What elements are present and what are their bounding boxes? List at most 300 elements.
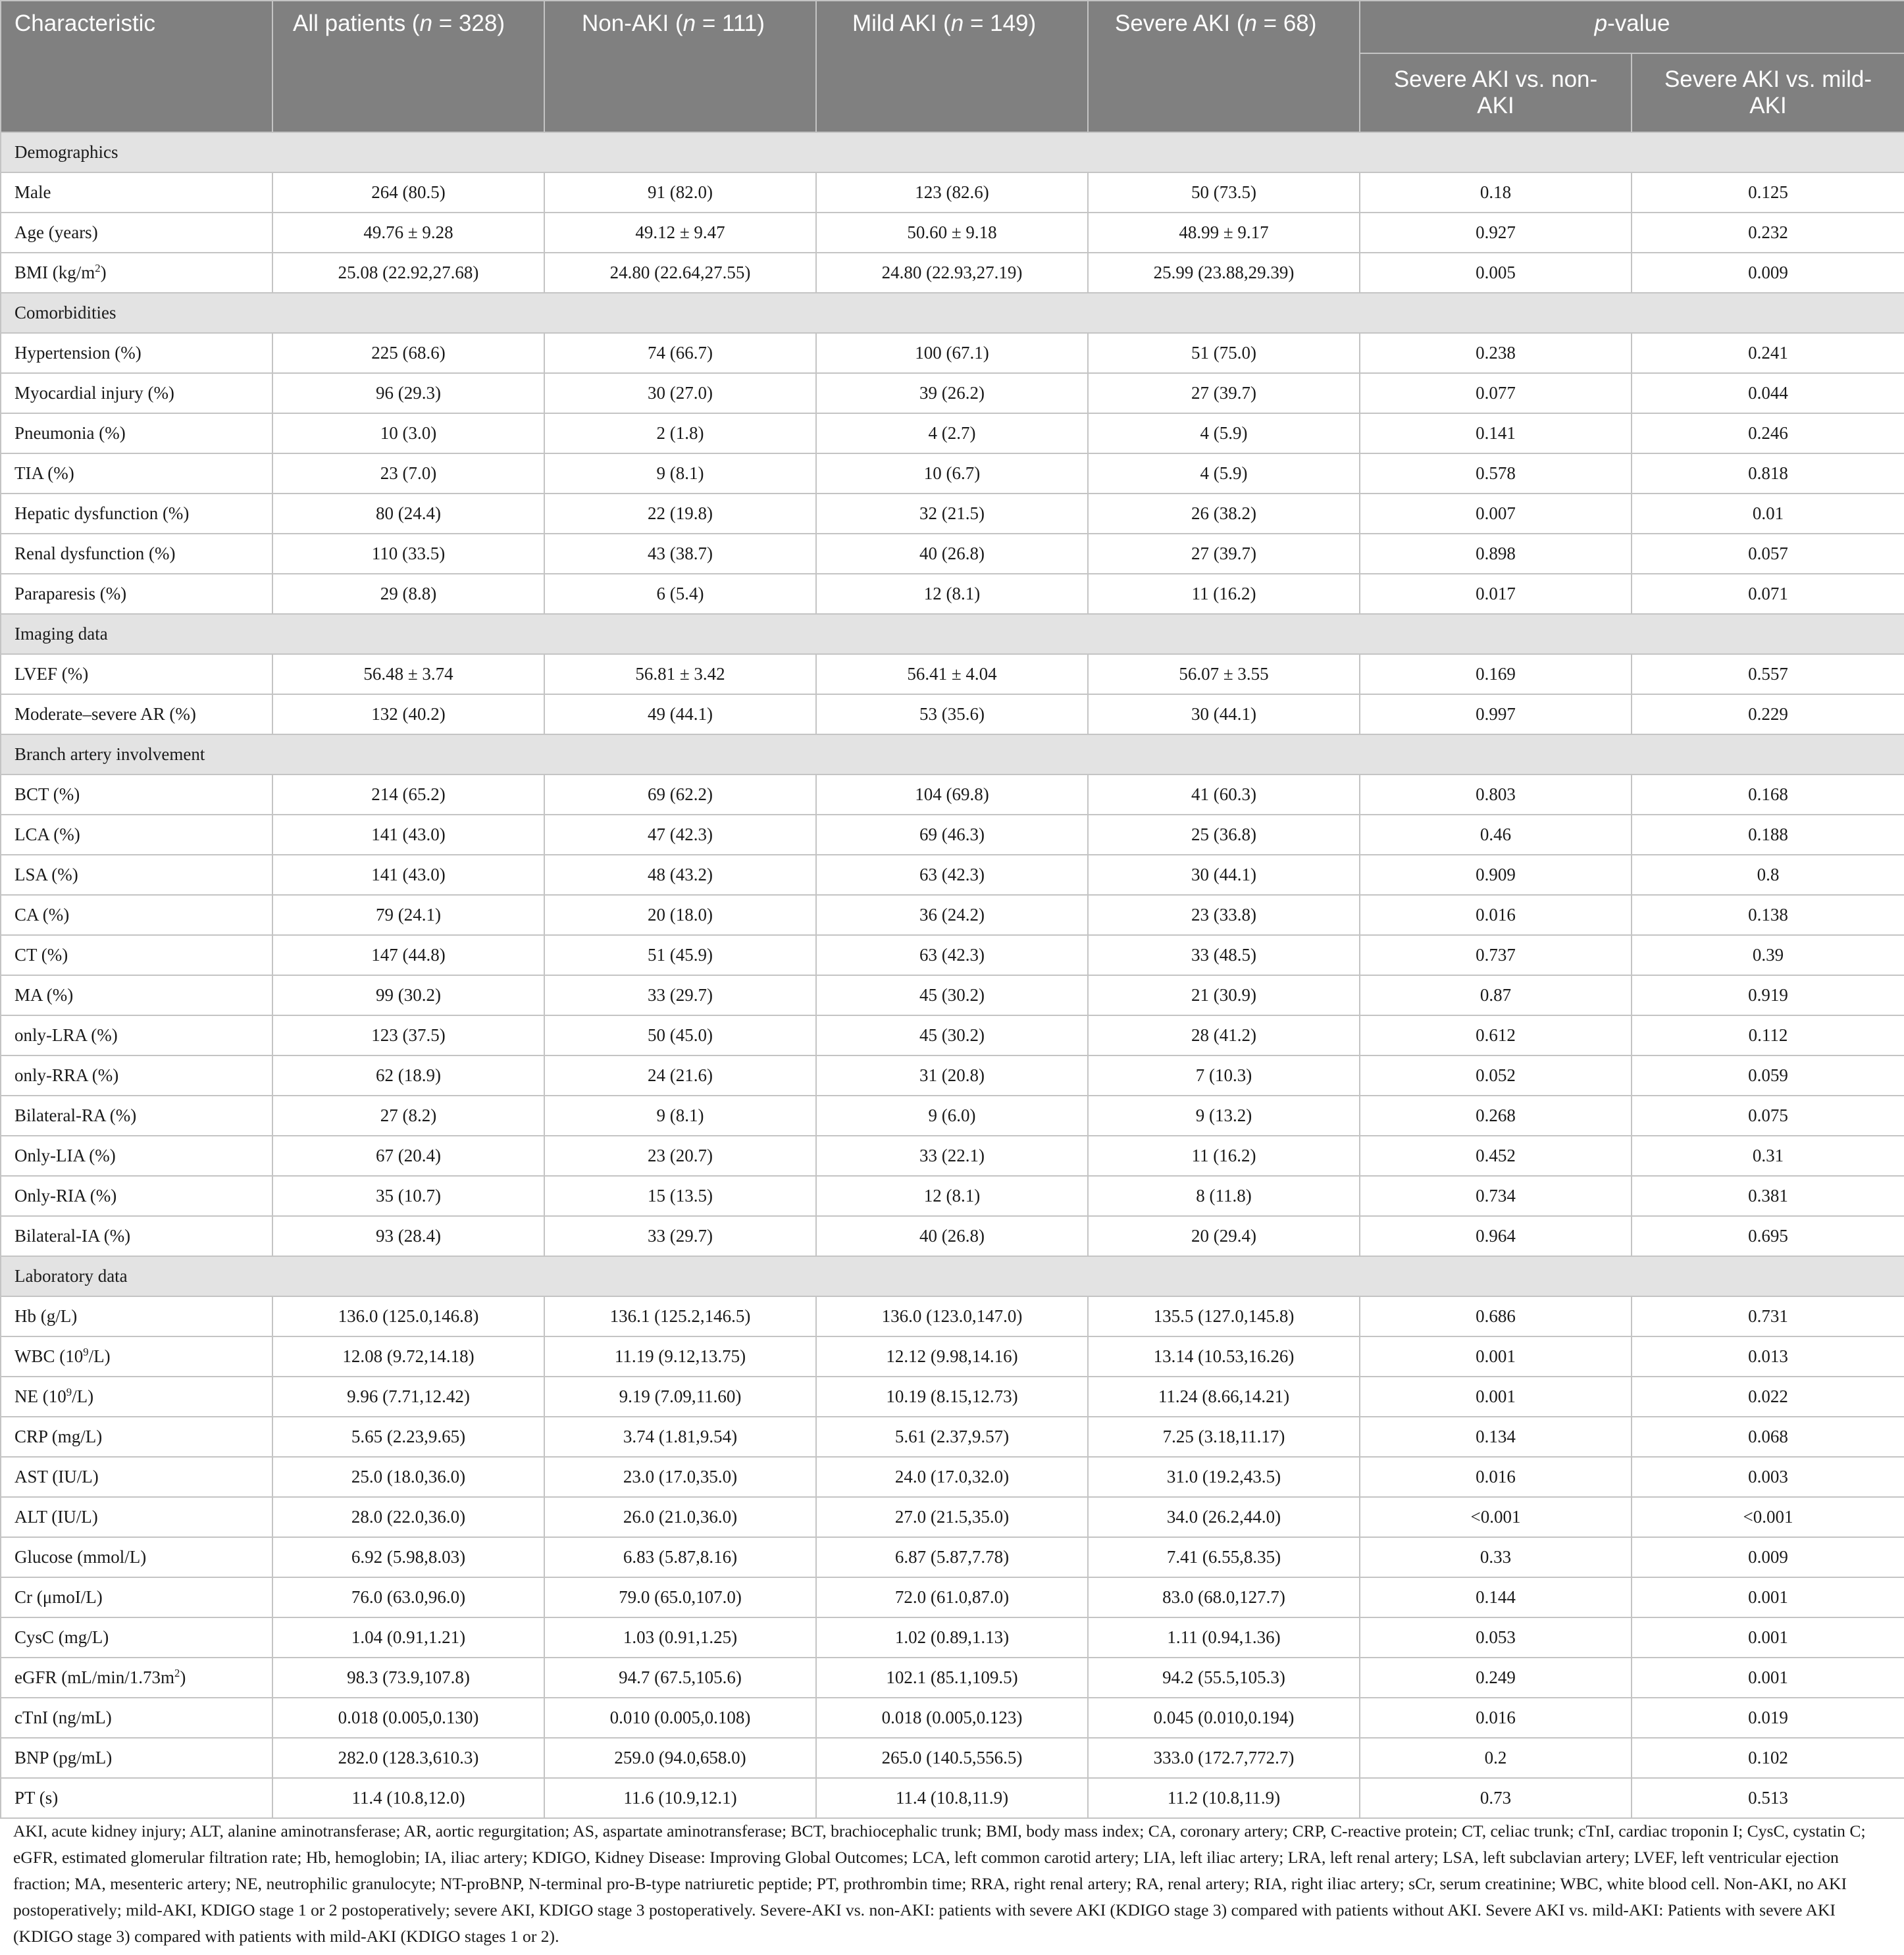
cell-severe: 9 (13.2) bbox=[1088, 1096, 1360, 1136]
cell-severe: 1.11 (0.94,1.36) bbox=[1088, 1617, 1360, 1658]
cell-p2: 0.01 bbox=[1632, 494, 1904, 534]
row-label: CysC (mg/L) bbox=[1, 1617, 272, 1658]
cell-p2: 0.071 bbox=[1632, 574, 1904, 614]
cell-severe: 26 (38.2) bbox=[1088, 494, 1360, 534]
table-row bbox=[1, 333, 1904, 373]
cell-p2: 0.044 bbox=[1632, 373, 1904, 413]
cell-p1: 0.803 bbox=[1360, 774, 1632, 815]
header-characteristic: Characteristic bbox=[1, 1, 272, 132]
table-row bbox=[1, 1296, 1904, 1336]
header-severe-aki: Severe AKI (n = 68) bbox=[1088, 1, 1360, 132]
cell-p2: 0.102 bbox=[1632, 1738, 1904, 1778]
cell-mild: 27.0 (21.5,35.0) bbox=[816, 1497, 1088, 1537]
row-label: Glucose (mmol/L) bbox=[1, 1537, 272, 1577]
cell-p1: 0.249 bbox=[1360, 1658, 1632, 1698]
cell-p2: 0.068 bbox=[1632, 1417, 1904, 1457]
cell-severe: 33 (48.5) bbox=[1088, 935, 1360, 975]
cell-p2: 0.001 bbox=[1632, 1658, 1904, 1698]
cell-p1: 0.612 bbox=[1360, 1015, 1632, 1055]
cell-all: 9.96 (7.71,12.42) bbox=[272, 1377, 544, 1417]
cell-p1: 0.141 bbox=[1360, 413, 1632, 453]
cell-all: 1.04 (0.91,1.21) bbox=[272, 1617, 544, 1658]
cell-p1: 0.578 bbox=[1360, 453, 1632, 494]
row-label: BCT (%) bbox=[1, 774, 272, 815]
cell-non: 79.0 (65.0,107.0) bbox=[544, 1577, 816, 1617]
row-label: PT (s) bbox=[1, 1778, 272, 1818]
cell-non: 2 (1.8) bbox=[544, 413, 816, 453]
cell-non: 33 (29.7) bbox=[544, 975, 816, 1015]
table-row bbox=[1, 373, 1904, 413]
cell-severe: 11 (16.2) bbox=[1088, 574, 1360, 614]
cell-all: 10 (3.0) bbox=[272, 413, 544, 453]
cell-mild: 63 (42.3) bbox=[816, 855, 1088, 895]
row-label: LCA (%) bbox=[1, 815, 272, 855]
cell-severe: 13.14 (10.53,16.26) bbox=[1088, 1336, 1360, 1377]
cell-non: 24 (21.6) bbox=[544, 1055, 816, 1096]
cell-p2: 0.31 bbox=[1632, 1136, 1904, 1176]
cell-p2: <0.001 bbox=[1632, 1497, 1904, 1537]
cell-non: 6.83 (5.87,8.16) bbox=[544, 1537, 816, 1577]
section-title: Comorbidities bbox=[1, 293, 1904, 333]
table-body bbox=[1, 132, 1904, 1818]
cell-mild: 6.87 (5.87,7.78) bbox=[816, 1537, 1088, 1577]
table-row bbox=[1, 574, 1904, 614]
table-row bbox=[1, 1457, 1904, 1497]
cell-severe: 20 (29.4) bbox=[1088, 1216, 1360, 1256]
cell-mild: 32 (21.5) bbox=[816, 494, 1088, 534]
row-label: BNP (pg/mL) bbox=[1, 1738, 272, 1778]
table-row bbox=[1, 213, 1904, 253]
header-severe-vs-non-aki: Severe AKI vs. non-AKI bbox=[1360, 53, 1632, 132]
cell-mild: 10.19 (8.15,12.73) bbox=[816, 1377, 1088, 1417]
cell-mild: 24.0 (17.0,32.0) bbox=[816, 1457, 1088, 1497]
cell-all: 79 (24.1) bbox=[272, 895, 544, 935]
row-label: AST (IU/L) bbox=[1, 1457, 272, 1497]
row-label: Hepatic dysfunction (%) bbox=[1, 494, 272, 534]
cell-mild: 5.61 (2.37,9.57) bbox=[816, 1417, 1088, 1457]
section-row-imaging bbox=[1, 614, 1904, 654]
cell-p2: 0.075 bbox=[1632, 1096, 1904, 1136]
cell-p2: 0.818 bbox=[1632, 453, 1904, 494]
cell-p1: 0.268 bbox=[1360, 1096, 1632, 1136]
cell-severe: 94.2 (55.5,105.3) bbox=[1088, 1658, 1360, 1698]
cell-non: 0.010 (0.005,0.108) bbox=[544, 1698, 816, 1738]
row-label: Renal dysfunction (%) bbox=[1, 534, 272, 574]
cell-mild: 12 (8.1) bbox=[816, 1176, 1088, 1216]
cell-severe: 4 (5.9) bbox=[1088, 413, 1360, 453]
cell-severe: 34.0 (26.2,44.0) bbox=[1088, 1497, 1360, 1537]
cell-non: 56.81 ± 3.42 bbox=[544, 654, 816, 694]
row-label: MA (%) bbox=[1, 975, 272, 1015]
cell-p2: 0.112 bbox=[1632, 1015, 1904, 1055]
cell-non: 259.0 (94.0,658.0) bbox=[544, 1738, 816, 1778]
cell-all: 6.92 (5.98,8.03) bbox=[272, 1537, 544, 1577]
cell-p1: 0.017 bbox=[1360, 574, 1632, 614]
cell-p2: 0.013 bbox=[1632, 1336, 1904, 1377]
row-label: Moderate–severe AR (%) bbox=[1, 694, 272, 734]
cell-non: 3.74 (1.81,9.54) bbox=[544, 1417, 816, 1457]
cell-non: 136.1 (125.2,146.5) bbox=[544, 1296, 816, 1336]
cell-all: 110 (33.5) bbox=[272, 534, 544, 574]
cell-p1: 0.18 bbox=[1360, 172, 1632, 213]
cell-severe: 25 (36.8) bbox=[1088, 815, 1360, 855]
cell-p1: 0.87 bbox=[1360, 975, 1632, 1015]
cell-severe: 7 (10.3) bbox=[1088, 1055, 1360, 1096]
cell-p1: 0.898 bbox=[1360, 534, 1632, 574]
cell-p2: 0.513 bbox=[1632, 1778, 1904, 1818]
cell-non: 11.19 (9.12,13.75) bbox=[544, 1336, 816, 1377]
table-row bbox=[1, 855, 1904, 895]
cell-mild: 104 (69.8) bbox=[816, 774, 1088, 815]
cell-p1: 0.001 bbox=[1360, 1336, 1632, 1377]
cell-all: 67 (20.4) bbox=[272, 1136, 544, 1176]
cell-severe: 4 (5.9) bbox=[1088, 453, 1360, 494]
cell-all: 12.08 (9.72,14.18) bbox=[272, 1336, 544, 1377]
cell-mild: 31 (20.8) bbox=[816, 1055, 1088, 1096]
cell-p1: 0.734 bbox=[1360, 1176, 1632, 1216]
cell-p1: 0.001 bbox=[1360, 1377, 1632, 1417]
cell-non: 33 (29.7) bbox=[544, 1216, 816, 1256]
cell-all: 264 (80.5) bbox=[272, 172, 544, 213]
cell-p1: <0.001 bbox=[1360, 1497, 1632, 1537]
cell-p2: 0.125 bbox=[1632, 172, 1904, 213]
cell-p1: 0.016 bbox=[1360, 1698, 1632, 1738]
cell-all: 80 (24.4) bbox=[272, 494, 544, 534]
table-row bbox=[1, 1136, 1904, 1176]
cell-p1: 0.077 bbox=[1360, 373, 1632, 413]
cell-non: 22 (19.8) bbox=[544, 494, 816, 534]
row-label: only-LRA (%) bbox=[1, 1015, 272, 1055]
cell-p1: 0.452 bbox=[1360, 1136, 1632, 1176]
cell-severe: 8 (11.8) bbox=[1088, 1176, 1360, 1216]
cell-non: 50 (45.0) bbox=[544, 1015, 816, 1055]
cell-p1: 0.997 bbox=[1360, 694, 1632, 734]
cell-mild: 265.0 (140.5,556.5) bbox=[816, 1738, 1088, 1778]
cell-p2: 0.381 bbox=[1632, 1176, 1904, 1216]
cell-non: 6 (5.4) bbox=[544, 574, 816, 614]
cell-p2: 0.246 bbox=[1632, 413, 1904, 453]
cell-severe: 135.5 (127.0,145.8) bbox=[1088, 1296, 1360, 1336]
cell-severe: 41 (60.3) bbox=[1088, 774, 1360, 815]
cell-all: 282.0 (128.3,610.3) bbox=[272, 1738, 544, 1778]
cell-all: 141 (43.0) bbox=[272, 815, 544, 855]
cell-non: 23 (20.7) bbox=[544, 1136, 816, 1176]
cell-all: 0.018 (0.005,0.130) bbox=[272, 1698, 544, 1738]
cell-severe: 21 (30.9) bbox=[1088, 975, 1360, 1015]
cell-p2: 0.001 bbox=[1632, 1577, 1904, 1617]
cell-p2: 0.695 bbox=[1632, 1216, 1904, 1256]
cell-all: 11.4 (10.8,12.0) bbox=[272, 1778, 544, 1818]
cell-p1: 0.052 bbox=[1360, 1055, 1632, 1096]
row-label: Male bbox=[1, 172, 272, 213]
cell-all: 76.0 (63.0,96.0) bbox=[272, 1577, 544, 1617]
row-label: only-RRA (%) bbox=[1, 1055, 272, 1096]
cell-p1: 0.33 bbox=[1360, 1537, 1632, 1577]
cell-p2: 0.229 bbox=[1632, 694, 1904, 734]
cell-severe: 83.0 (68.0,127.7) bbox=[1088, 1577, 1360, 1617]
row-label: Hb (g/L) bbox=[1, 1296, 272, 1336]
section-row-laboratory bbox=[1, 1256, 1904, 1296]
cell-severe: 11 (16.2) bbox=[1088, 1136, 1360, 1176]
cell-non: 49.12 ± 9.47 bbox=[544, 213, 816, 253]
cell-p2: 0.059 bbox=[1632, 1055, 1904, 1096]
cell-non: 9.19 (7.09,11.60) bbox=[544, 1377, 816, 1417]
cell-all: 93 (28.4) bbox=[272, 1216, 544, 1256]
row-label: Only-LIA (%) bbox=[1, 1136, 272, 1176]
cell-p1: 0.016 bbox=[1360, 1457, 1632, 1497]
header-p-value: p-value bbox=[1360, 1, 1904, 53]
cell-all: 5.65 (2.23,9.65) bbox=[272, 1417, 544, 1457]
table-row bbox=[1, 1738, 1904, 1778]
cell-p2: 0.019 bbox=[1632, 1698, 1904, 1738]
cell-all: 214 (65.2) bbox=[272, 774, 544, 815]
cell-severe: 7.25 (3.18,11.17) bbox=[1088, 1417, 1360, 1457]
cell-p1: 0.134 bbox=[1360, 1417, 1632, 1457]
table-row bbox=[1, 494, 1904, 534]
cell-all: 23 (7.0) bbox=[272, 453, 544, 494]
cell-all: 49.76 ± 9.28 bbox=[272, 213, 544, 253]
row-label: CT (%) bbox=[1, 935, 272, 975]
cell-p1: 0.964 bbox=[1360, 1216, 1632, 1256]
cell-non: 51 (45.9) bbox=[544, 935, 816, 975]
cell-non: 48 (43.2) bbox=[544, 855, 816, 895]
row-label: cTnI (ng/mL) bbox=[1, 1698, 272, 1738]
cell-p1: 0.2 bbox=[1360, 1738, 1632, 1778]
cell-severe: 51 (75.0) bbox=[1088, 333, 1360, 373]
row-label: Pneumonia (%) bbox=[1, 413, 272, 453]
cell-mild: 10 (6.7) bbox=[816, 453, 1088, 494]
cell-severe: 48.99 ± 9.17 bbox=[1088, 213, 1360, 253]
row-label: BMI $(kg/m^2)$ bbox=[1, 253, 272, 293]
cell-non: 15 (13.5) bbox=[544, 1176, 816, 1216]
cell-all: 28.0 (22.0,36.0) bbox=[272, 1497, 544, 1537]
cell-mild: 39 (26.2) bbox=[816, 373, 1088, 413]
row-label: TIA (%) bbox=[1, 453, 272, 494]
cell-p1: 0.007 bbox=[1360, 494, 1632, 534]
cell-all: 62 (18.9) bbox=[272, 1055, 544, 1096]
table-row bbox=[1, 895, 1904, 935]
table-header bbox=[1, 1, 1904, 132]
cell-non: 47 (42.3) bbox=[544, 815, 816, 855]
cell-severe: 11.2 (10.8,11.9) bbox=[1088, 1778, 1360, 1818]
cell-p2: 0.003 bbox=[1632, 1457, 1904, 1497]
cell-non: 69 (62.2) bbox=[544, 774, 816, 815]
cell-mild: 69 (46.3) bbox=[816, 815, 1088, 855]
table-row bbox=[1, 654, 1904, 694]
cell-p2: 0.232 bbox=[1632, 213, 1904, 253]
cell-all: 25.08 (22.92,27.68) bbox=[272, 253, 544, 293]
table-row bbox=[1, 815, 1904, 855]
section-title: Laboratory data bbox=[1, 1256, 1904, 1296]
cell-p1: 0.73 bbox=[1360, 1778, 1632, 1818]
cell-mild: 0.018 (0.005,0.123) bbox=[816, 1698, 1088, 1738]
cell-mild: 136.0 (123.0,147.0) bbox=[816, 1296, 1088, 1336]
row-label: LSA (%) bbox=[1, 855, 272, 895]
section-title: Imaging data bbox=[1, 614, 1904, 654]
cell-all: 96 (29.3) bbox=[272, 373, 544, 413]
cell-severe: 333.0 (172.7,772.7) bbox=[1088, 1738, 1360, 1778]
table-row bbox=[1, 1096, 1904, 1136]
cell-severe: 0.045 (0.010,0.194) bbox=[1088, 1698, 1360, 1738]
cell-non: 11.6 (10.9,12.1) bbox=[544, 1778, 816, 1818]
cell-severe: 11.24 (8.66,14.21) bbox=[1088, 1377, 1360, 1417]
cell-mild: 45 (30.2) bbox=[816, 1015, 1088, 1055]
cell-p1: 0.238 bbox=[1360, 333, 1632, 373]
row-label: Age (years) bbox=[1, 213, 272, 253]
cell-all: 35 (10.7) bbox=[272, 1176, 544, 1216]
section-row-demographics bbox=[1, 132, 1904, 172]
cell-mild: 1.02 (0.89,1.13) bbox=[816, 1617, 1088, 1658]
cell-p2: 0.057 bbox=[1632, 534, 1904, 574]
cell-all: 147 (44.8) bbox=[272, 935, 544, 975]
cell-non: 1.03 (0.91,1.25) bbox=[544, 1617, 816, 1658]
table-row bbox=[1, 1497, 1904, 1537]
cell-p2: 0.241 bbox=[1632, 333, 1904, 373]
section-row-comorbidities bbox=[1, 293, 1904, 333]
cell-p2: 0.138 bbox=[1632, 895, 1904, 935]
cell-mild: 123 (82.6) bbox=[816, 172, 1088, 213]
cell-p1: 0.005 bbox=[1360, 253, 1632, 293]
cell-p2: 0.009 bbox=[1632, 1537, 1904, 1577]
cell-severe: 50 (73.5) bbox=[1088, 172, 1360, 213]
table-row bbox=[1, 1698, 1904, 1738]
cell-p2: 0.8 bbox=[1632, 855, 1904, 895]
section-title: Demographics bbox=[1, 132, 1904, 172]
cell-p1: 0.737 bbox=[1360, 935, 1632, 975]
table-row bbox=[1, 1658, 1904, 1698]
cell-p2: 0.168 bbox=[1632, 774, 1904, 815]
cell-mild: 53 (35.6) bbox=[816, 694, 1088, 734]
cell-non: 9 (8.1) bbox=[544, 453, 816, 494]
cell-all: 99 (30.2) bbox=[272, 975, 544, 1015]
cell-all: 98.3 (73.9,107.8) bbox=[272, 1658, 544, 1698]
cell-p2: 0.188 bbox=[1632, 815, 1904, 855]
cell-non: 91 (82.0) bbox=[544, 172, 816, 213]
cell-p2: 0.919 bbox=[1632, 975, 1904, 1015]
cell-p1: 0.909 bbox=[1360, 855, 1632, 895]
cell-non: 9 (8.1) bbox=[544, 1096, 816, 1136]
section-title: Branch artery involvement bbox=[1, 734, 1904, 774]
cell-severe: 30 (44.1) bbox=[1088, 694, 1360, 734]
table-row bbox=[1, 1617, 1904, 1658]
cell-severe: 56.07 ± 3.55 bbox=[1088, 654, 1360, 694]
row-label: WBC $(10^9/L)$ bbox=[1, 1336, 272, 1377]
cell-non: 94.7 (67.5,105.6) bbox=[544, 1658, 816, 1698]
cell-severe: 27 (39.7) bbox=[1088, 534, 1360, 574]
cell-p2: 0.731 bbox=[1632, 1296, 1904, 1336]
table-row bbox=[1, 1055, 1904, 1096]
header-all-patients: All patients (n = 328) bbox=[272, 1, 544, 132]
cell-non: 43 (38.7) bbox=[544, 534, 816, 574]
table-row bbox=[1, 975, 1904, 1015]
cell-p2: 0.001 bbox=[1632, 1617, 1904, 1658]
row-label: ALT (IU/L) bbox=[1, 1497, 272, 1537]
cell-mild: 56.41 ± 4.04 bbox=[816, 654, 1088, 694]
cell-all: 25.0 (18.0,36.0) bbox=[272, 1457, 544, 1497]
cell-severe: 31.0 (19.2,43.5) bbox=[1088, 1457, 1360, 1497]
cell-mild: 9 (6.0) bbox=[816, 1096, 1088, 1136]
row-label: LVEF (%) bbox=[1, 654, 272, 694]
cell-all: 29 (8.8) bbox=[272, 574, 544, 614]
cell-mild: 100 (67.1) bbox=[816, 333, 1088, 373]
cell-mild: 40 (26.8) bbox=[816, 534, 1088, 574]
cell-mild: 102.1 (85.1,109.5) bbox=[816, 1658, 1088, 1698]
cell-mild: 63 (42.3) bbox=[816, 935, 1088, 975]
table-row bbox=[1, 1176, 1904, 1216]
cell-non: 20 (18.0) bbox=[544, 895, 816, 935]
cell-mild: 36 (24.2) bbox=[816, 895, 1088, 935]
cell-all: 136.0 (125.0,146.8) bbox=[272, 1296, 544, 1336]
row-label: NE $(10^9/L)$ bbox=[1, 1377, 272, 1417]
cell-mild: 12 (8.1) bbox=[816, 574, 1088, 614]
table-row bbox=[1, 694, 1904, 734]
row-label: CA (%) bbox=[1, 895, 272, 935]
row-label: Hypertension (%) bbox=[1, 333, 272, 373]
header-non-aki: Non-AKI (n = 111) bbox=[544, 1, 816, 132]
cell-p2: 0.39 bbox=[1632, 935, 1904, 975]
cell-p1: 0.016 bbox=[1360, 895, 1632, 935]
row-label: Myocardial injury (%) bbox=[1, 373, 272, 413]
table-row bbox=[1, 774, 1904, 815]
cell-mild: 40 (26.8) bbox=[816, 1216, 1088, 1256]
table-row bbox=[1, 1778, 1904, 1818]
table-row bbox=[1, 1577, 1904, 1617]
cell-non: 49 (44.1) bbox=[544, 694, 816, 734]
cell-severe: 28 (41.2) bbox=[1088, 1015, 1360, 1055]
cell-non: 26.0 (21.0,36.0) bbox=[544, 1497, 816, 1537]
cell-mild: 72.0 (61.0,87.0) bbox=[816, 1577, 1088, 1617]
header-mild-aki: Mild AKI (n = 149) bbox=[816, 1, 1088, 132]
cell-p2: 0.557 bbox=[1632, 654, 1904, 694]
table-row bbox=[1, 1537, 1904, 1577]
cell-all: 141 (43.0) bbox=[272, 855, 544, 895]
cell-non: 74 (66.7) bbox=[544, 333, 816, 373]
row-label: Cr (μmoI/L) bbox=[1, 1577, 272, 1617]
cell-p1: 0.686 bbox=[1360, 1296, 1632, 1336]
cell-p2: 0.009 bbox=[1632, 253, 1904, 293]
header-severe-vs-mild-aki: Severe AKI vs. mild-AKI bbox=[1632, 53, 1904, 132]
table-footnote: AKI, acute kidney injury; ALT, alanine aminotransferase; AR, aortic regurgitation; AS, aspartate aminotransferase; BCT, brachiocephalic trunk; BMI, body mass index; CA, coronary artery; CRP, C-reactive protein; CT, celiac trunk; cTnI, cardiac troponin I; CysC, cystatin C; eGFR, estimated glomerular filtration rate; Hb, hemoglobin; IA, iliac artery; KDIGO, Kidney Disease: Improving Global Outcomes; LCA, left common carotid artery; LIA, left iliac artery; LRA, left renal artery; LSA, left subclavian artery; LVEF, left ventricular ejection fraction; MA, mesenteric artery; NE, neutrophilic granulocyte; NT-proBNP, N-terminal pro-B-type natriuretic peptide; PT, prothrombin time; RRA, right renal artery; RA, renal artery; RIA, right iliac artery; sCr, serum creatinine; WBC, white blood cell. Non-AKI, no AKI postoperatively; mild-AKI, KDIGO stage 1 or 2 postoperatively; severe AKI, KDIGO stage 3 postoperatively. Severe-AKI vs. non-AKI: patients with severe AKI (KDIGO stage 3) compared with patients without AKI. Severe AKI vs. mild-AKI: Patients with severe AKI (KDIGO stage 3) compared with patients with mild-AKI (KDIGO stages 1 or 2). bbox=[13, 1821, 1866, 1946]
cell-p1: 0.46 bbox=[1360, 815, 1632, 855]
cell-mild: 50.60 ± 9.18 bbox=[816, 213, 1088, 253]
cell-non: 23.0 (17.0,35.0) bbox=[544, 1457, 816, 1497]
row-label: Bilateral-RA (%) bbox=[1, 1096, 272, 1136]
cell-severe: 7.41 (6.55,8.35) bbox=[1088, 1537, 1360, 1577]
table-row bbox=[1, 253, 1904, 293]
table-row bbox=[1, 453, 1904, 494]
cell-p1: 0.169 bbox=[1360, 654, 1632, 694]
table-row bbox=[1, 534, 1904, 574]
cell-all: 27 (8.2) bbox=[272, 1096, 544, 1136]
cell-severe: 30 (44.1) bbox=[1088, 855, 1360, 895]
table-row bbox=[1, 1417, 1904, 1457]
cell-mild: 45 (30.2) bbox=[816, 975, 1088, 1015]
cell-p1: 0.144 bbox=[1360, 1577, 1632, 1617]
row-label: CRP (mg/L) bbox=[1, 1417, 272, 1457]
cell-mild: 33 (22.1) bbox=[816, 1136, 1088, 1176]
cell-p1: 0.053 bbox=[1360, 1617, 1632, 1658]
cell-mild: 12.12 (9.98,14.16) bbox=[816, 1336, 1088, 1377]
cell-severe: 23 (33.8) bbox=[1088, 895, 1360, 935]
table-row bbox=[1, 172, 1904, 213]
cell-all: 132 (40.2) bbox=[272, 694, 544, 734]
cell-all: 225 (68.6) bbox=[272, 333, 544, 373]
cell-p2: 0.022 bbox=[1632, 1377, 1904, 1417]
cell-all: 56.48 ± 3.74 bbox=[272, 654, 544, 694]
cell-mild: 4 (2.7) bbox=[816, 413, 1088, 453]
table-row bbox=[1, 1336, 1904, 1377]
cell-severe: 25.99 (23.88,29.39) bbox=[1088, 253, 1360, 293]
